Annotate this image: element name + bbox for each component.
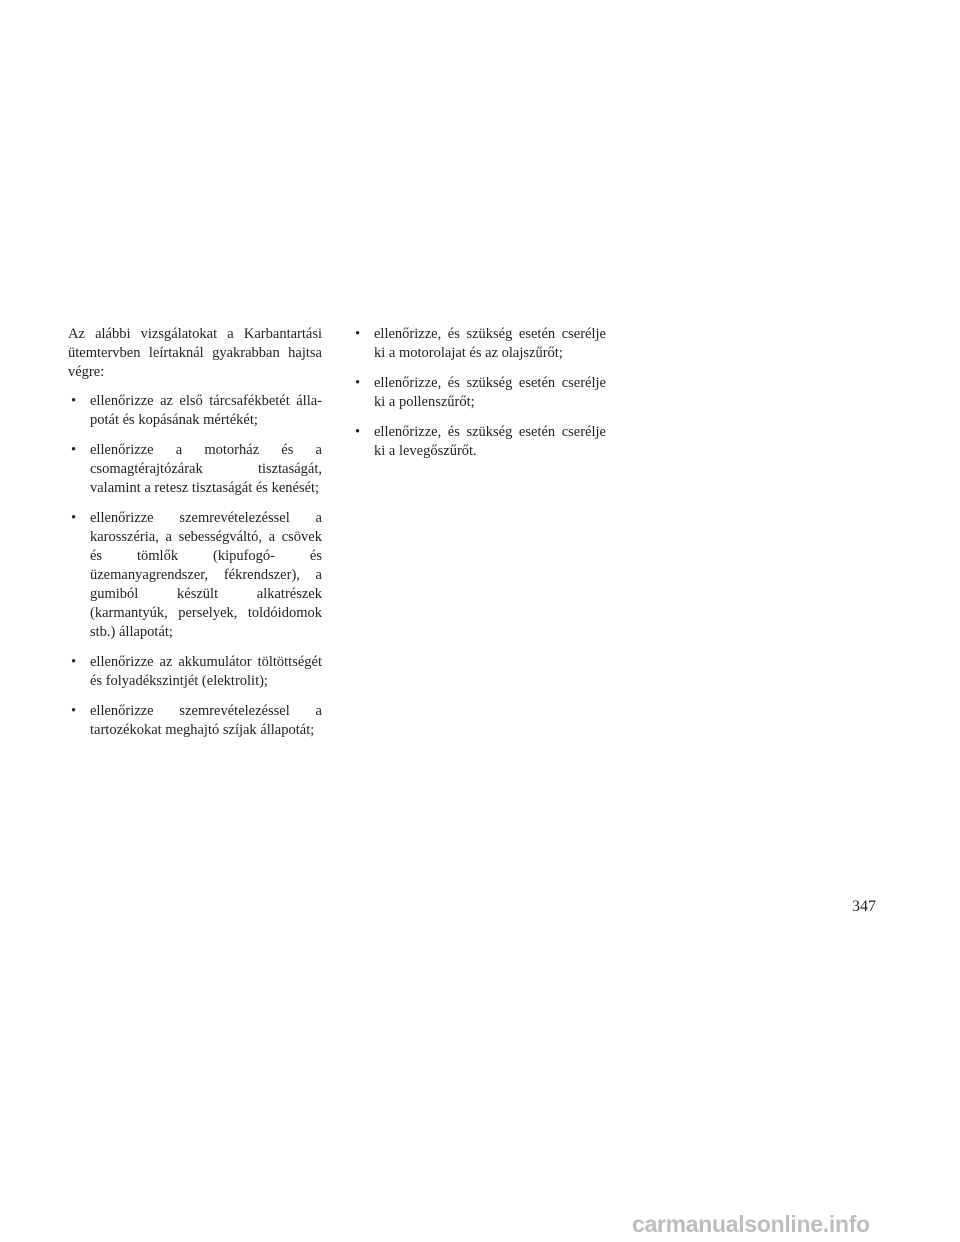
list-item <box>352 325 606 363</box>
list-item <box>68 702 322 740</box>
bullet-icon: • <box>71 654 77 670</box>
list-item-text: ellenőrizze a motorház és a csomagtérajtózárak tisztaságát, valamint a retesz tisztaságát és kenését; <box>90 442 322 496</box>
bullet-icon: • <box>355 424 361 440</box>
list-item-text: ellenőrizze szemrevételezéssel a karosszéria, a sebességváltó, a csövek és tömlők (kipufogó- és üzemanyagrendszer, fékrendszer), a gumiból készült alkatrészek (karmantyúk, perselyek, toldóidomok stb.) állapotát; <box>90 510 322 640</box>
watermark-text: carmanualsonline.info <box>632 1211 870 1237</box>
right-column <box>352 325 606 472</box>
bullet-icon: • <box>71 510 77 526</box>
list-item-text: ellenőrizze az akkumulátor töltöttségét és folyadékszintjét (elektrolit); <box>90 654 322 689</box>
list-item-text: ellenőrizze az első tárcsafékbetét álla-potát és kopásának mértékét; <box>90 393 322 428</box>
list-item <box>352 423 606 461</box>
right-bullet-list <box>352 325 606 461</box>
left-bullet-list <box>68 392 322 740</box>
list-item <box>68 653 322 691</box>
page-number: 347 <box>852 898 876 915</box>
bullet-icon: • <box>71 703 77 719</box>
left-column <box>68 325 322 751</box>
bullet-icon: • <box>355 375 361 391</box>
list-item-text: ellenőrizze, és szükség esetén cserélje ki a motorolajat és az olajszűrőt; <box>374 326 606 361</box>
bullet-icon: • <box>71 393 77 409</box>
list-item <box>68 509 322 642</box>
list-item-text: ellenőrizze szemrevételezéssel a tartozékokat meghajtó szíjak állapotát; <box>90 703 322 738</box>
bullet-icon: • <box>71 442 77 458</box>
list-item <box>352 374 606 412</box>
list-item-text: ellenőrizze, és szükség esetén cserélje ki a pollenszűrőt; <box>374 375 606 410</box>
list-item <box>68 441 322 498</box>
intro-paragraph: Az alábbi vizsgálatokat a Karbantartási ütemtervben leírtaknál gyakrabban hajtsa végre: <box>68 326 322 380</box>
bullet-icon: • <box>355 326 361 342</box>
list-item <box>68 392 322 430</box>
list-item-text: ellenőrizze, és szükség esetén cserélje ki a levegőszűrőt. <box>374 424 606 459</box>
